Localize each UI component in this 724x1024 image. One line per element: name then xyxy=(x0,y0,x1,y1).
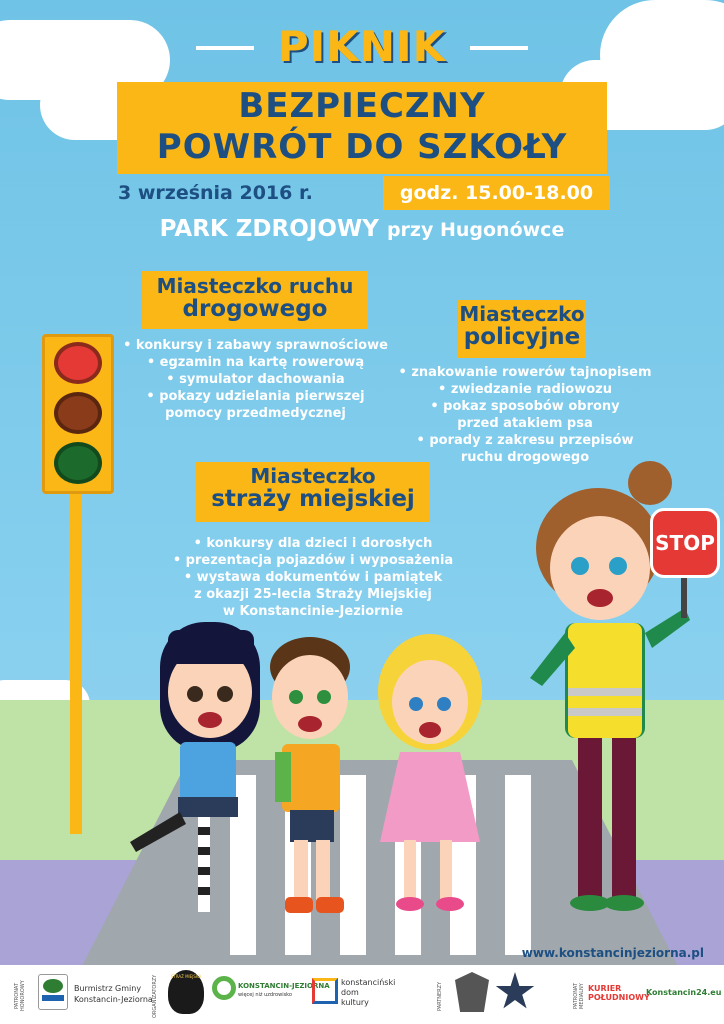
konstancin24-logo: Konstancin24.eu xyxy=(646,988,722,997)
partners-label: PARTNERZY xyxy=(437,981,443,1011)
organizers-label: ORGANIZATORZY xyxy=(152,974,158,1018)
guard-title-line1: Miasteczko xyxy=(250,464,376,488)
red-light-icon xyxy=(54,342,102,384)
culture-line1: konstanciński xyxy=(341,978,396,987)
traffic-light-pole xyxy=(70,494,82,834)
event-title-line2: POWRÓT DO SZKOŁY xyxy=(156,127,568,167)
list-item: pomocy przedmedycznej xyxy=(165,406,346,421)
event-title-line1: BEZPIECZNY xyxy=(238,86,486,126)
traffic-title-line2: drogowego xyxy=(182,296,328,322)
place-main: PARK ZDROJOWY xyxy=(159,216,379,242)
mayor-line1: Burmistrz Gminy xyxy=(74,984,142,993)
list-item: w Konstancinie-Jeziornie xyxy=(222,604,404,619)
traffic-title-line1: Miasteczko ruchu xyxy=(156,274,354,298)
stop-sign: STOP xyxy=(650,508,720,578)
list-item: • egzamin na kartę rowerową xyxy=(146,355,365,370)
list-item: • konkursy i zabawy sprawnościowe xyxy=(123,338,388,353)
culture-line3: kultury xyxy=(341,998,369,1007)
list-item: • prezentacja pojazdów i wyposażenia xyxy=(172,553,454,568)
event-kicker: PIKNIK xyxy=(277,22,447,71)
list-item: przed atakiem psa xyxy=(457,416,593,431)
kj-logo-line2: więcej niż uzdrowisko xyxy=(238,992,292,998)
event-hours: godz. 15.00-18.00 xyxy=(383,176,610,210)
list-item: • wystawa dokumentów i pamiątek xyxy=(183,570,443,585)
list-item: • porady z zakresu przepisów xyxy=(416,433,634,448)
title-dash-right xyxy=(470,46,528,50)
kurier-logo: KURIER POŁUDNIOWY xyxy=(588,984,650,1002)
culture-line2: dom xyxy=(341,988,359,997)
kj-logo-line1: KONSTANCIN-JEZIORNA xyxy=(238,982,330,990)
green-light-icon xyxy=(54,442,102,484)
patronage-label: PATRONAT HONOROWY xyxy=(14,980,26,1012)
list-item: • pokazy udzielania pierwszej xyxy=(146,389,365,404)
list-item: ruchu drogowego xyxy=(460,450,590,465)
list-item: • symulator dachowania xyxy=(166,372,345,387)
police-section-title xyxy=(458,300,586,358)
amber-light-icon xyxy=(54,392,102,434)
traffic-list xyxy=(118,337,393,422)
children-illustration xyxy=(110,612,530,952)
guard-section-title xyxy=(196,462,430,522)
list-item: • konkursy dla dzieci i dorosłych xyxy=(193,536,433,551)
police-list xyxy=(395,364,655,466)
list-item: • pokaz sposobów obrony xyxy=(430,399,620,414)
website-link[interactable]: www.konstancinjeziorna.pl xyxy=(521,946,704,960)
guard-title-line2: straży miejskiej xyxy=(211,486,415,512)
city-guard-logo xyxy=(168,970,204,1014)
list-item: z okazji 25-lecia Straży Miejskiej xyxy=(194,587,432,602)
list-item: • znakowanie rowerów tajnopisem xyxy=(398,365,652,380)
traffic-section-title xyxy=(142,271,368,329)
mayor-line2: Konstancin-Jeziorna xyxy=(74,995,153,1004)
city-guard-logo-text: STRAŻ MIEJSKA xyxy=(170,974,202,979)
guard-list xyxy=(168,535,458,620)
kj-logo-icon xyxy=(212,976,236,1000)
culture-logo-icon xyxy=(312,978,338,1004)
event-date: 3 września 2016 r. xyxy=(118,182,313,204)
police-title-line2: policyjne xyxy=(463,324,581,350)
mayor-logo-icon xyxy=(38,974,68,1010)
police-title-line1: Miasteczko xyxy=(459,302,585,326)
event-place xyxy=(0,216,724,242)
eagle-emblem-icon xyxy=(455,972,489,1012)
place-suffix: przy Hugonówce xyxy=(386,219,565,241)
media-label: PATRONAT MEDIALNY xyxy=(573,982,585,1010)
list-item: • zwiedzanie radiowozu xyxy=(437,382,613,397)
